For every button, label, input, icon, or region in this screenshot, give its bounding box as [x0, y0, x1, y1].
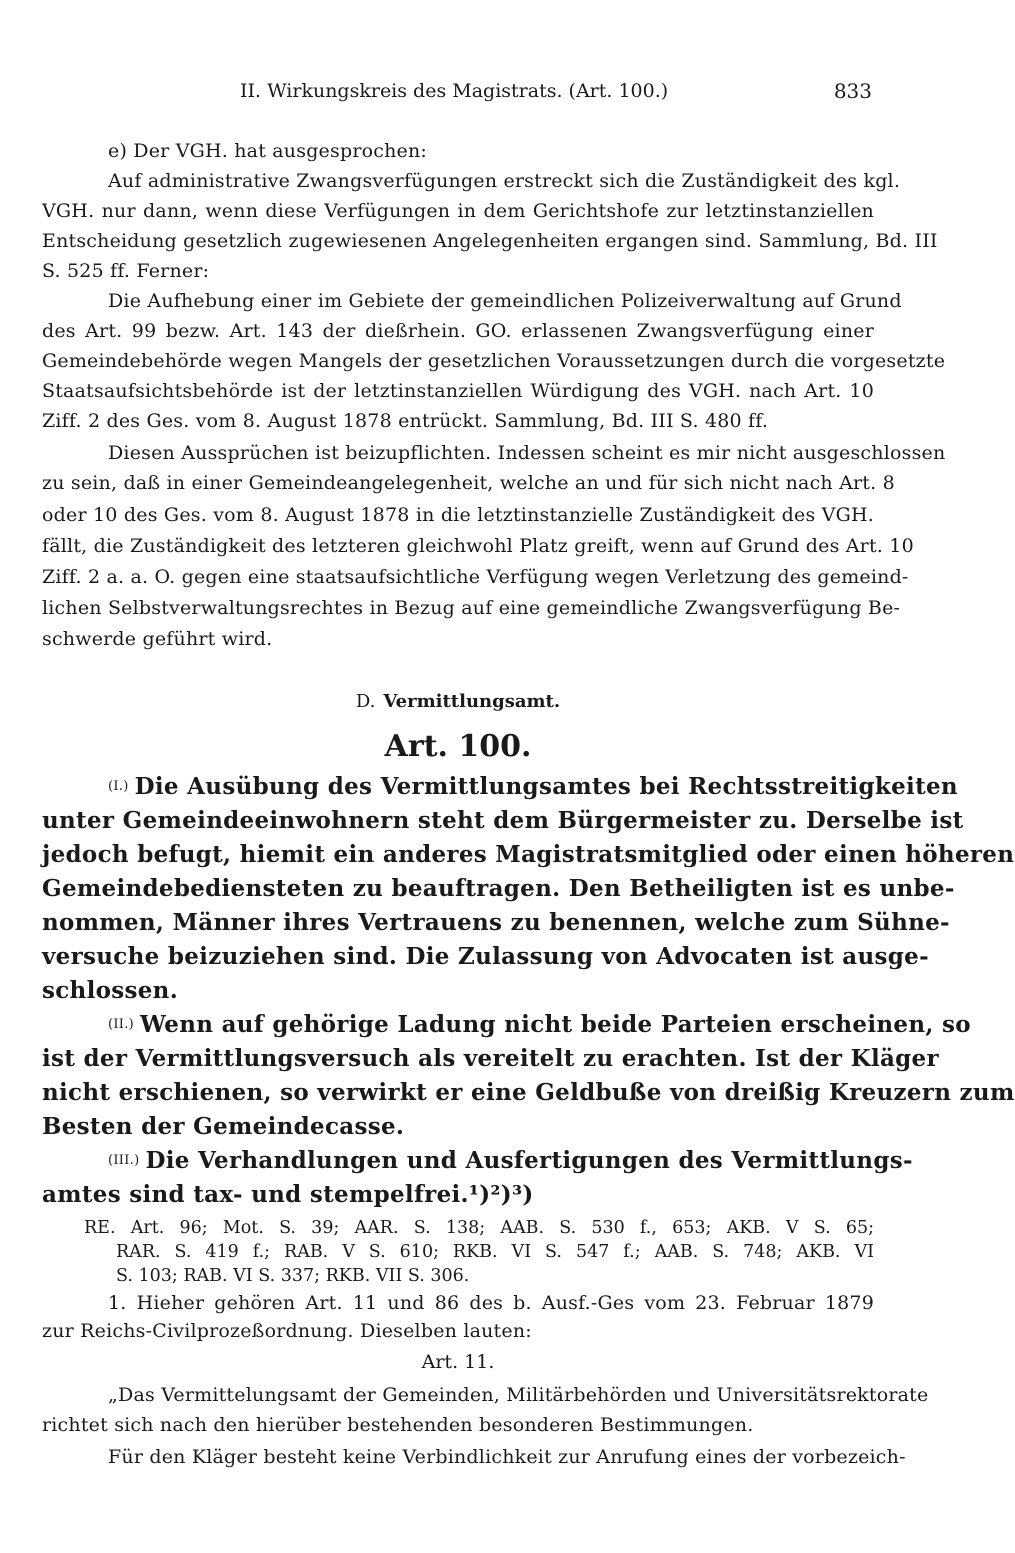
footnote-quote-line: Für den Kläger besteht keine Verbindlichkeit zur Anrufung eines der vorbezeich- [108, 1446, 906, 1468]
article-line [108, 770, 958, 804]
note-line: des Art. 99 bezw. Art. 143 der dießrhein. GO. erlassenen Zwangsverfügung einer [42, 320, 874, 342]
article-line: ist der Vermittlungsversuch als vereitelt zu erachten. Ist der Kläger [42, 1045, 939, 1072]
note-line: Ziff. 2 des Ges. vom 8. August 1878 entrückt. Sammlung, Bd. III S. 480 ff. [42, 410, 769, 432]
article-line: Besten der Gemeindecasse. [42, 1113, 405, 1140]
article-text: Die Ausübung des Vermittlungsamtes bei Rechtsstreitigkeiten [134, 773, 958, 800]
note-line: Diesen Aussprüchen ist beizupflichten. Indessen scheint es mir nicht ausgeschlossen [108, 442, 946, 464]
section-letter: D. [355, 691, 376, 712]
footnote-quote-line: richtet sich nach den hierüber bestehenden besonderen Bestimmungen. [42, 1414, 754, 1436]
article-line [108, 1144, 913, 1178]
footnote-line: zur Reichs-Civilprozeßordnung. Dieselben lauten: [42, 1320, 532, 1342]
note-line: oder 10 des Ges. vom 8. August 1878 in die letztinstanzielle Zuständigkeit des VGH. [42, 504, 874, 526]
citation-line: S. 103; RAB. VI S. 337; RKB. VII S. 306. [116, 1266, 470, 1286]
article-line: nicht erschienen, so verwirkt er eine Geldbuße von dreißig Kreuzern zum [42, 1079, 1015, 1106]
note-line: Auf administrative Zwangsverfügungen erstreckt sich die Zuständigkeit des kgl. [108, 170, 901, 192]
paragraph-marker: (III.) [108, 1153, 140, 1168]
page-number: 833 [833, 79, 872, 103]
article-line: unter Gemeindeeinwohnern steht dem Bürgermeister zu. Derselbe ist [42, 807, 964, 834]
paragraph-marker: (II.) [108, 1017, 135, 1032]
note-line: Gemeindebehörde wegen Mangels der gesetzlichen Voraussetzungen durch die vorgesetzte [42, 350, 946, 372]
footnote-line: 1. Hieher gehören Art. 11 und 86 des b. Ausf.-Ges vom 23. Februar 1879 [108, 1292, 874, 1314]
section-title: Vermittlungsamt. [383, 691, 561, 712]
article-text: Wenn auf gehörige Ladung nicht beide Parteien erscheinen, so [140, 1011, 971, 1038]
article-text: Die Verhandlungen und Ausfertigungen des Vermittlungs- [145, 1147, 913, 1174]
note-line: Entscheidung gesetzlich zugewiesenen Angelegenheiten ergangen sind. Sammlung, Bd. III [42, 230, 938, 252]
note-line: S. 525 ff. Ferner: [42, 260, 210, 282]
citation-line: RE. Art. 96; Mot. S. 39; AAR. S. 138; AAB. S. 530 f., 653; AKB. V S. 65; [84, 1218, 874, 1238]
note-line: lichen Selbstverwaltungsrechtes in Bezug auf eine gemeindliche Zwangsverfügung Be- [42, 597, 901, 619]
paragraph-marker: (I.) [108, 779, 129, 794]
note-line: Ziff. 2 a. a. O. gegen eine staatsaufsichtliche Verfügung wegen Verletzung des gemeind- [42, 566, 909, 588]
article-line: schlossen. [42, 977, 179, 1004]
section-heading [42, 688, 874, 716]
note-line: schwerde geführt wird. [42, 628, 273, 650]
footnote-article-title: Art. 11. [421, 1351, 495, 1373]
footnote-quote-line: „Das Vermittelungsamt der Gemeinden, Militärbehörden und Universitätsrektorate [108, 1384, 929, 1406]
article-title: Art. 100. [384, 729, 532, 764]
note-line: VGH. nur dann, wenn diese Verfügungen in dem Gerichtshofe zur letztinstanziellen [42, 200, 874, 222]
note-line: Staatsaufsichtsbehörde ist der letztinstanziellen Würdigung des VGH. nach Art. 10 [42, 380, 874, 402]
article-line: versuche beizuziehen sind. Die Zulassung von Advocaten ist ausge- [42, 943, 929, 970]
note-line: e) Der VGH. hat ausgesprochen: [108, 140, 427, 162]
note-line: zu sein, daß in einer Gemeindeangelegenheit, welche an und für sich nicht nach Art. 8 [42, 472, 895, 494]
article-line: jedoch befugt, hiemit ein anderes Magistratsmitglied oder einen höheren [42, 841, 1015, 868]
citation-line: RAR. S. 419 f.; RAB. V S. 610; RKB. VI S. 547 f.; AAB. S. 748; AKB. VI [116, 1242, 874, 1262]
running-header: II. Wirkungskreis des Magistrats. (Art. 100.) [240, 80, 669, 102]
note-line: fällt, die Zuständigkeit des letzteren gleichwohl Platz greift, wenn auf Grund des Art. 10 [42, 535, 914, 557]
article-line: nommen, Männer ihres Vertrauens zu benennen, welche zum Sühne- [42, 909, 950, 936]
note-line: Die Aufhebung einer im Gebiete der gemeindlichen Polizeiverwaltung auf Grund [108, 290, 902, 312]
article-line: amtes sind tax- und stempelfrei.¹)²)³) [42, 1181, 534, 1208]
article-line [108, 1008, 971, 1042]
article-line: Gemeindebediensteten zu beauftragen. Den Betheiligten ist es unbe- [42, 875, 955, 902]
